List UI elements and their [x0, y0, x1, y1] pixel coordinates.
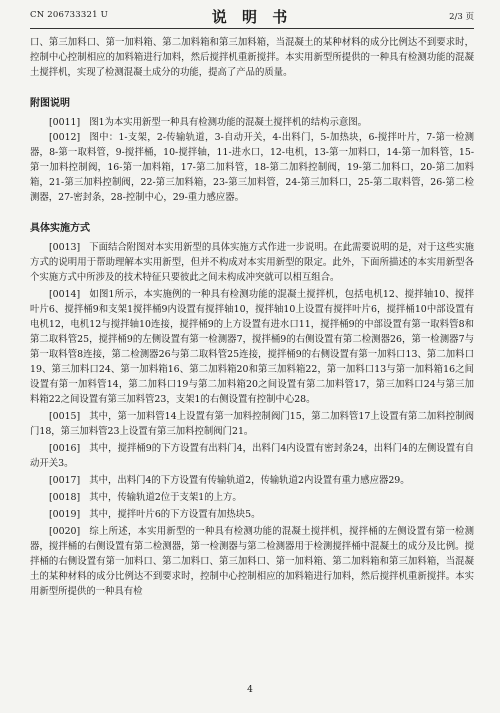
paragraph-0020	[30, 524, 474, 599]
paragraph-0011	[30, 115, 474, 130]
paragraph-number: [0015]	[49, 411, 81, 422]
paragraph-text: 其中，搅拌桶9的下方设置有出料门4，出料门4内设置有密封条24，出料门4的左侧设置有自动开关3。	[30, 443, 474, 469]
paragraph-number: [0014]	[49, 289, 81, 300]
patent-number: CN 206733321 U	[30, 10, 108, 20]
paragraph-text: 其中，搅拌叶片6的下方设置有加热块5。	[89, 509, 261, 520]
paragraph-number: [0017]	[49, 475, 81, 486]
paragraph-text: 其中，第一加料管14上设置有第一加料控制阀门15，第二加料管17上设置有第二加料控制阀门18，第三加料管23上设置有第三加料控制阀门21。	[30, 411, 474, 437]
paragraph-0016	[30, 441, 474, 471]
paragraph-number: [0020]	[49, 526, 81, 537]
paragraph-number: [0011]	[49, 117, 81, 128]
paragraph-text: 如图1所示，本实施例的一种具有检测功能的混凝土搅拌机，包括电机12、搅拌轴10、搅拌叶片6、搅拌桶9和支架1搅拌桶9内设置有搅拌轴10，搅拌轴10上设置有搅拌叶片6，搅拌桶10中部设置有电机12，电机12与搅拌轴10连接，搅拌桶9的上方设置有进水口11，搅拌桶9的中部设置有第一取料管8和第二取料管25，搅拌桶9的左侧设置有第一检测器7，搅拌桶9的右侧设置有第二检测器26，第一检测器7与第一取料管8连接，第二检测器26与第二取料管25连接，搅拌桶9的右侧设置有第一加料口13、第二加料口19、第三加料口24、第一加料箱16、第二加料箱20和第三加料箱22，第一加料口13与第一加料箱16之间设置有第一加料管14，第二加料口19与第二加料箱20之间设置有第二加料管17，第三加料口24与第三加料箱22之间设置有第三加料管23，支架1的右侧设置有控制中心28。	[30, 289, 474, 405]
paragraph-text: 图1为本实用新型一种具有检测功能的混凝土搅拌机的结构示意图。	[89, 117, 368, 128]
paragraph-number: [0013]	[49, 242, 81, 253]
paragraph-number: [0019]	[49, 509, 81, 520]
paragraph-0013	[30, 240, 474, 285]
paragraph-text: 下面结合附图对本实用新型的具体实施方式作进一步说明。在此需要说明的是，对于这些实施方式的说明用于帮助理解本实用新型，但并不构成对本实用新型的限定。此外，下面所描述的本实用新型各个实施方式中所涉及的技术特征只要彼此之间未构成冲突就可以相互组合。	[30, 242, 474, 283]
section-title-embodiment: 具体实施方式	[30, 223, 90, 234]
paragraph-0018	[30, 490, 474, 505]
paragraph-text: 图中：1-支架，2-传输轨道，3-自动开关，4-出料门，5-加热块，6-搅拌叶片，7-第一检测器，8-第一取料管，9-搅拌桶，10-搅拌轴，11-进水口，12-电机，13-第一加料口，14-第一加料管，15-第一加料控制阀，16-第一加料箱，17-第二加料管，18-第二加料控制阀，19-第二加料口，20-第二加料箱，21-第三加料控制阀，22-第三加料箱，23-第三加料管，24-第三加料口，25-第二取料管，26-第二检测器，27-密封条，28-控制中心，29-重力感应器。	[30, 132, 474, 203]
paragraph-text: 其中，出料门4的下方设置有传输轨道2，传输轨道2内设置有重力感应器29。	[89, 475, 410, 486]
document-body	[30, 35, 474, 599]
paragraph-number: [0018]	[49, 492, 81, 503]
paragraph-number: [0016]	[49, 443, 81, 454]
page-title: 说 明 书	[211, 8, 293, 26]
intro-paragraph: 口、第三加料口、第一加料箱、第二加料箱和第三加料箱，当混凝土的某种材料的成分比例达不到要求时，控制中心控制相应的加料箱进行加料，然后搅拌机重新搅拌。本实用新型所提供的一种具有检测功能的混凝土搅拌机，实现了检测混凝土成分的功能，提高了产品的质量。	[30, 37, 474, 78]
document-page	[0, 4, 500, 713]
page-indicator: 2/3 页	[449, 12, 474, 22]
paragraph-number: [0012]	[49, 132, 81, 143]
page-header	[30, 4, 474, 29]
paragraph-0017	[30, 473, 474, 488]
paragraph-0019	[30, 507, 474, 522]
paragraph-text: 其中，传输轨道2位于支架1的上方。	[89, 492, 242, 503]
paragraph-text: 综上所述，本实用新型的一种具有检测功能的混凝土搅拌机，搅拌桶的左侧设置有第一检测器，搅拌桶的右侧设置有第二检测器，第一检测器与第二检测器用于检测搅拌桶中混凝土的成分及比例。搅拌桶的右侧设置有第一加料口、第二加料口、第三加料口、第一加料箱、第二加料箱和第三加料箱，当混凝土的某种材料的成分比例达不到要求时，控制中心控制相应的加料箱进行加料，然后搅拌机重新搅拌。本实用新型所提供的一种具有检	[30, 526, 474, 597]
paragraph-0012	[30, 130, 474, 205]
paragraph-0014	[30, 287, 474, 407]
page-number-footer: 4	[247, 685, 253, 695]
section-title-figures: 附图说明	[30, 98, 70, 109]
paragraph-0015	[30, 409, 474, 439]
